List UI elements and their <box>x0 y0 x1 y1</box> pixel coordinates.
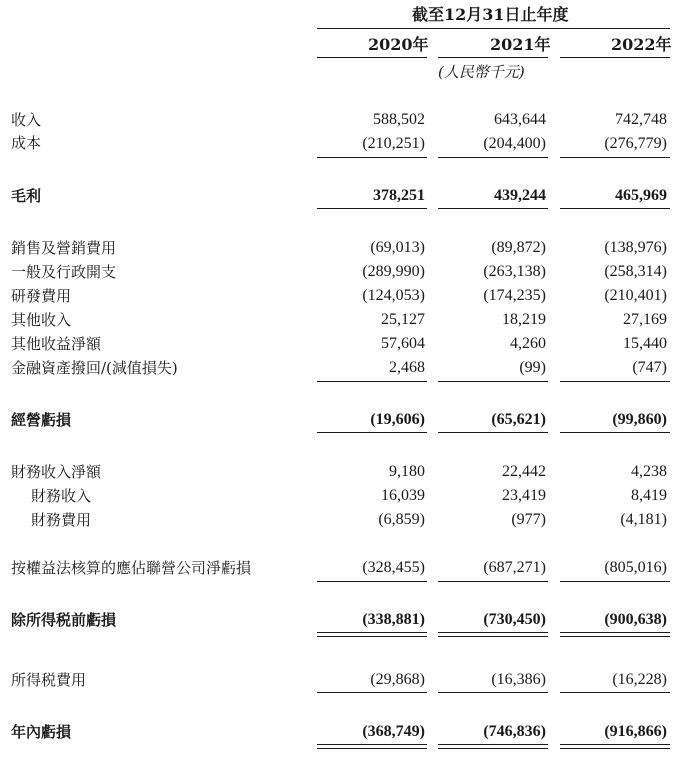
divider <box>438 208 548 209</box>
rnd-expenses-2022: (210,401) <box>604 287 667 304</box>
finance-costs-2020: (6,859) <box>378 511 425 528</box>
net-finance-income-2020: 9,180 <box>389 463 425 480</box>
other-income-2021: 18,219 <box>502 311 546 328</box>
divider <box>560 581 670 582</box>
gross-profit-2020: 378,251 <box>373 187 425 204</box>
row-label-loss-for-year: 年內虧損 <box>11 723 72 741</box>
net-finance-income-2021: 22,442 <box>502 463 546 480</box>
income-tax-2020: (29,868) <box>370 671 425 688</box>
double-underline <box>438 744 548 745</box>
row-label-selling-expenses: 銷售及營銷費用 <box>11 239 117 257</box>
divider <box>438 692 548 693</box>
divider <box>438 381 548 382</box>
loss-for-year-2020: (368,749) <box>362 723 425 740</box>
other-gains-2022: 15,440 <box>623 335 667 352</box>
loss-before-tax-2021: (730,450) <box>483 611 546 628</box>
selling-expenses-2021: (89,872) <box>491 239 546 256</box>
income-tax-2021: (16,386) <box>491 671 546 688</box>
row-label-cost: 成本 <box>11 134 42 152</box>
divider <box>560 157 670 158</box>
revenue-2021: 643,644 <box>494 111 546 128</box>
divider <box>438 157 548 158</box>
double-underline <box>317 636 427 637</box>
header-underline-2022 <box>560 57 670 58</box>
share-of-associates-2022: (805,016) <box>604 559 667 576</box>
other-gains-2021: 4,260 <box>510 335 546 352</box>
finance-costs-2021: (977) <box>511 511 546 528</box>
period-title: 截至12月31日止年度 <box>412 5 569 24</box>
operating-loss-2020: (19,606) <box>370 411 425 428</box>
divider <box>317 208 427 209</box>
row-label-gross-profit: 毛利 <box>11 187 42 205</box>
divider <box>317 381 427 382</box>
loss-before-tax-2022: (900,638) <box>604 611 667 628</box>
selling-expenses-2020: (69,013) <box>370 239 425 256</box>
divider <box>560 381 670 382</box>
selling-expenses-2022: (138,976) <box>604 239 667 256</box>
loss-for-year-2022: (916,866) <box>604 723 667 740</box>
revenue-2022: 742,748 <box>615 111 667 128</box>
header-underline-2021 <box>438 57 548 58</box>
admin-expenses-2022: (258,314) <box>604 263 667 280</box>
double-underline <box>438 636 548 637</box>
divider <box>317 581 427 582</box>
double-underline <box>560 748 670 749</box>
row-label-revenue: 收入 <box>11 111 42 129</box>
double-underline <box>438 748 548 749</box>
row-label-impairment: 金融資產撥回/(減值損失) <box>11 359 178 377</box>
row-label-finance-income: 財務收入 <box>31 487 92 505</box>
header-underline-2020 <box>317 57 427 58</box>
cost-2022: (276,779) <box>604 135 667 152</box>
double-underline <box>317 632 427 633</box>
cost-2021: (204,400) <box>483 135 546 152</box>
divider <box>317 157 427 158</box>
year-2021-header: 2021年 <box>490 35 551 54</box>
divider <box>560 432 670 433</box>
finance-income-2021: 23,419 <box>502 487 546 504</box>
double-underline <box>560 632 670 633</box>
loss-before-tax-2020: (338,881) <box>362 611 425 628</box>
double-underline <box>317 748 427 749</box>
row-label-income-tax: 所得税費用 <box>11 671 87 689</box>
header-divider <box>317 28 670 29</box>
admin-expenses-2021: (263,138) <box>483 263 546 280</box>
row-label-finance-costs: 財務費用 <box>31 511 92 529</box>
unit-label: (人民幣千元) <box>438 63 525 81</box>
row-label-net-finance-income: 財務收入淨額 <box>11 463 102 481</box>
year-2020-header: 2020年 <box>368 35 429 54</box>
gross-profit-2022: 465,969 <box>615 187 667 204</box>
other-gains-2020: 57,604 <box>381 335 425 352</box>
other-income-2022: 27,169 <box>623 311 667 328</box>
double-underline <box>560 636 670 637</box>
income-tax-2022: (16,228) <box>612 671 667 688</box>
rnd-expenses-2021: (174,235) <box>483 287 546 304</box>
impairment-2022: (747) <box>632 359 667 376</box>
net-finance-income-2022: 4,238 <box>631 463 667 480</box>
other-income-2020: 25,127 <box>381 311 425 328</box>
share-of-associates-2021: (687,271) <box>483 559 546 576</box>
row-label-loss-before-tax: 除所得税前虧損 <box>11 611 117 629</box>
divider <box>317 692 427 693</box>
row-label-share-of-associates: 按權益法核算的應佔聯營公司淨虧損 <box>11 559 252 577</box>
admin-expenses-2020: (289,990) <box>362 263 425 280</box>
revenue-2020: 588,502 <box>373 111 425 128</box>
row-label-other-gains: 其他收益淨額 <box>11 335 102 353</box>
operating-loss-2021: (65,621) <box>491 411 546 428</box>
row-label-admin-expenses: 一般及行政開支 <box>11 263 117 281</box>
double-underline <box>317 744 427 745</box>
double-underline <box>438 632 548 633</box>
gross-profit-2021: 439,244 <box>494 187 546 204</box>
divider <box>317 432 427 433</box>
impairment-2021: (99) <box>519 359 546 376</box>
double-underline <box>560 744 670 745</box>
finance-income-2020: 16,039 <box>381 487 425 504</box>
finance-income-2022: 8,419 <box>631 487 667 504</box>
row-label-rnd-expenses: 研發費用 <box>11 287 72 305</box>
year-2022-header: 2022年 <box>611 35 672 54</box>
divider <box>438 432 548 433</box>
operating-loss-2022: (99,860) <box>612 411 667 428</box>
row-label-operating-loss: 經營虧損 <box>11 411 72 429</box>
share-of-associates-2020: (328,455) <box>362 559 425 576</box>
divider <box>560 208 670 209</box>
rnd-expenses-2020: (124,053) <box>362 287 425 304</box>
divider <box>560 692 670 693</box>
cost-2020: (210,251) <box>362 135 425 152</box>
divider <box>438 581 548 582</box>
impairment-2020: 2,468 <box>389 359 425 376</box>
finance-costs-2022: (4,181) <box>620 511 667 528</box>
row-label-other-income: 其他收入 <box>11 311 72 329</box>
loss-for-year-2021: (746,836) <box>483 723 546 740</box>
